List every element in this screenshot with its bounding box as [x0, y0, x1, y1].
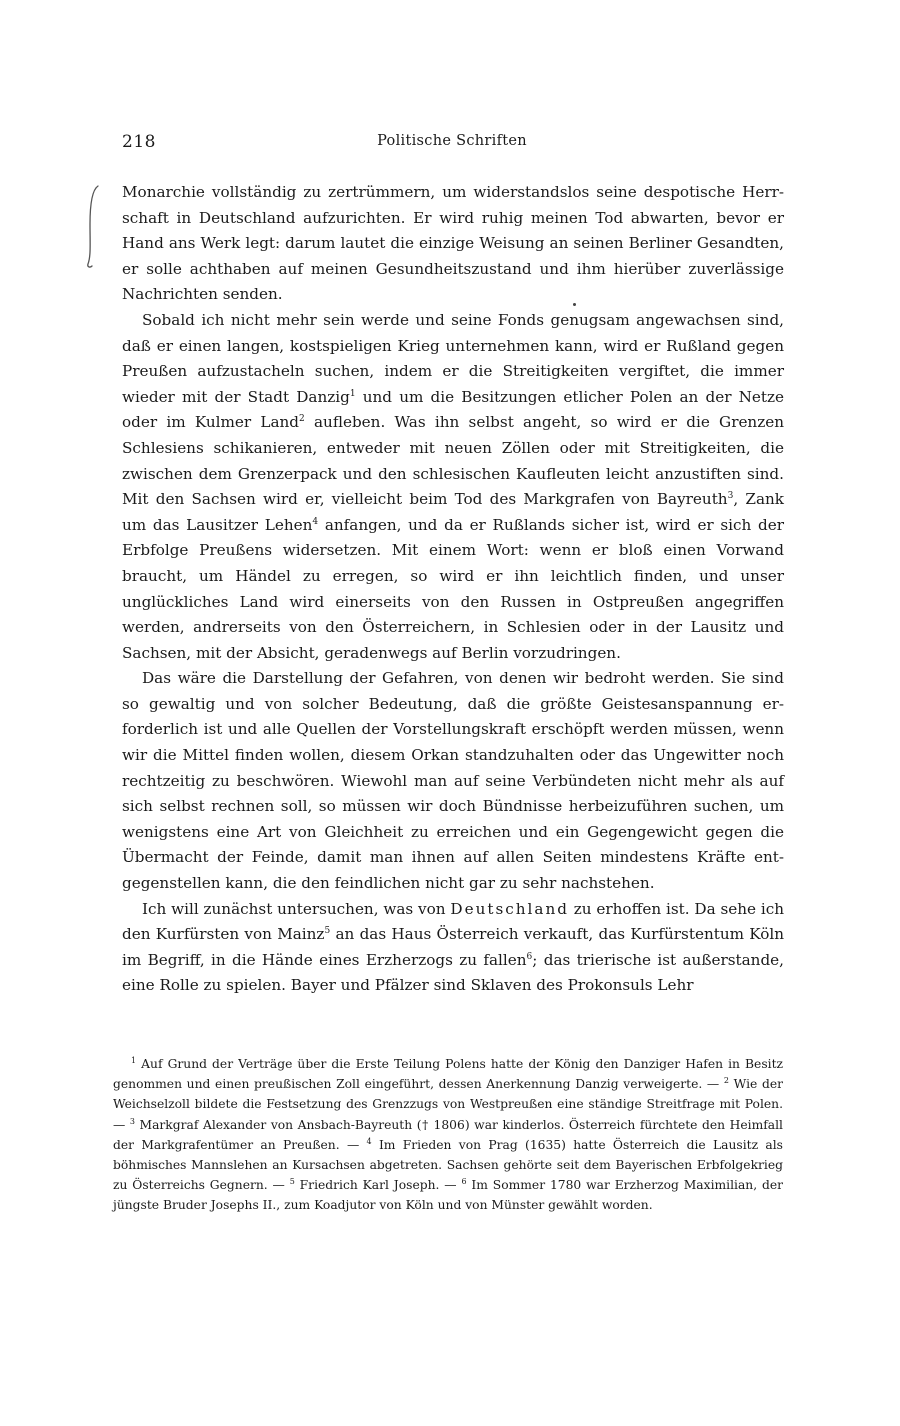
main-text	[122, 180, 784, 999]
footnote-ref-4[interactable]: 4	[312, 516, 319, 527]
footnotes	[113, 1054, 783, 1216]
paragraph-4: Ich will zunächst untersuchen, was von Deutschland zu erhoffen ist. Da sehe ich den Kurfürsten von Mainz$^5$ an das Haus Österreich verkauft, das Kurfürstentum Köln im Begriff, in die Hände eines Erzherzogs zu fallen$^6$; das trierische ist außerstande, eine Rolle zu spielen. Bayer und Pfälzer sind Sklaven des Prokonsuls Lehr	[122, 899, 785, 995]
footnote-number-5: 5	[289, 1177, 295, 1187]
page-number: 218	[122, 132, 156, 152]
footnote-ref-5[interactable]: 5	[324, 926, 331, 937]
footnote-number-2: 2	[723, 1076, 729, 1086]
running-head	[122, 132, 782, 156]
paragraph-3: Das wäre die Darstellung der Gefahren, von denen wir bedroht werden. Sie sind so gewaltig und von solcher Bedeutung, daß die größte Geistesanspannung erforderlich ist und alle Quellen der Vorstellungskraft erschöpft werden müssen, wenn wir die Mittel finden wollen, diesem Orkan standzuhalten oder das Ungewitter noch rechtzeitig zu beschwören. Wiewohl man auf seine Verbündeten nicht mehr als auf sich selbst rechnen soll, so müssen wir doch Bündnisse herbeizuführen suchen, um wenigstens eine Art von Gleichheit zu erreichen und ein Gegengewicht gegen die Übermacht der Feinde, damit man ihnen auf allen Seiten mindestens Kräfte entgegenstellen kann, die den feindlichen nicht gar zu sehr nachstehen.	[122, 669, 784, 893]
footnote-text-4: Im Frieden von Prag (1635) hatte Österreich die Lausitz als böhmisches Mannslehen an Kursachsen abgetreten. Sachsen gehörte seit dem Bayerischen Erbfolgekrieg zu Österreichs Gegnern. —	[113, 1137, 783, 1193]
footnote-text-3: Markgraf Alexander von Ansbach-Bayreuth († 1806) war kinderlos. Österreich fürchtete den Heimfall der Markgrafentümer an Preußen. —	[113, 1117, 783, 1152]
footnote-ref-3[interactable]: 3	[727, 491, 734, 502]
footnote-ref-6[interactable]: 6	[526, 951, 533, 962]
footnote-number-3: 3	[129, 1116, 135, 1126]
footnote-number-1: 1	[131, 1056, 137, 1065]
running-title: Politische Schriften	[377, 133, 527, 149]
paragraph-1: Monarchie vollständig zu zertrümmern, um widerstandslos seine despotische Herrschaft in Deutschland aufzurichten. Er wird ruhig meinen Tod abwarten, bevor er Hand ans Werk legt: darum lautet die einzige Weisung an seinen Berliner Gesandten, er solle achthaben auf meinen Gesundheitszustand und ihm hierüber zuverlässige Nachrichten senden.	[122, 183, 784, 304]
paragraph-2: Sobald ich nicht mehr sein werde und seine Fonds genugsam angewachsen sind, daß er einen langen, kostspieligen Krieg unternehmen kann, wird er Rußland gegen Preußen aufzustacheln suchen, indem er die Streitigkeiten vergiftet, die immer wieder mit der Stadt Danzig$^1$ und um die Besitzungen etlicher Polen an der Netze oder im Kulmer Land$^2$ aufleben. Was ihn selbst angeht, so wird er die Grenzen Schlesiens schikanieren, entweder mit neuen Zöllen oder mit Streitigkeiten, die zwischen dem Grenzerpack und den schlesischen Kaufleuten leicht anzustiften sind. Mit den Sachsen wird er, vielleicht beim Tod des Markgrafen von Bayreuth$^3$, Zank um das Lausitzer Lehen$^4$ anfangen, und da er Rußlands sicher ist, wird er sich der Erbfolge Preußens widersetzen. Mit einem Wort: wenn er bloß einen Vorwand braucht, um Händel zu erregen, so wird er ihn leichtlich finden, und unser unglückliches Land wird einerseits von den Russen in Ostpreußen angegriffen werden, andrerseits von den Österreichern, in Schlesien oder in der Lausitz und Sachsen, mit der Absicht, geradenwegs auf Berlin vorzudringen.	[122, 310, 784, 662]
emphasized-word: Deutschland	[450, 899, 569, 918]
margin-pencil-mark	[80, 184, 104, 270]
footnote-text-6: Im Sommer 1780 war Erzherzog Maximilian, der jüngste Bruder Josephs II., zum Koadjutor von Köln und von Münster gewählt worden.	[113, 1178, 784, 1213]
footnote-text-2: Wie der Weichselzoll bildete die Festsetzung des Grenzzugs von Westpreußen eine ständige Streitfrage mit Polen. —	[113, 1077, 783, 1132]
footnote-number-4: 4	[366, 1136, 372, 1146]
footnote-text-1: Auf Grund der Verträge über die Erste Teilung Polens hatte der König den Danziger Hafen in Besitz genommen und einen preußischen Zoll eingeführt, dessen Anerkennung Danzig verweigerte. —	[113, 1057, 783, 1092]
footnote-number-6: 6	[461, 1177, 467, 1187]
footnote-text-5: Friedrich Karl Joseph. —	[294, 1178, 462, 1193]
footnote-ref-1[interactable]: 1	[349, 388, 356, 399]
footnote-block	[113, 1054, 783, 1216]
footnote-ref-2[interactable]: 2	[299, 414, 305, 425]
